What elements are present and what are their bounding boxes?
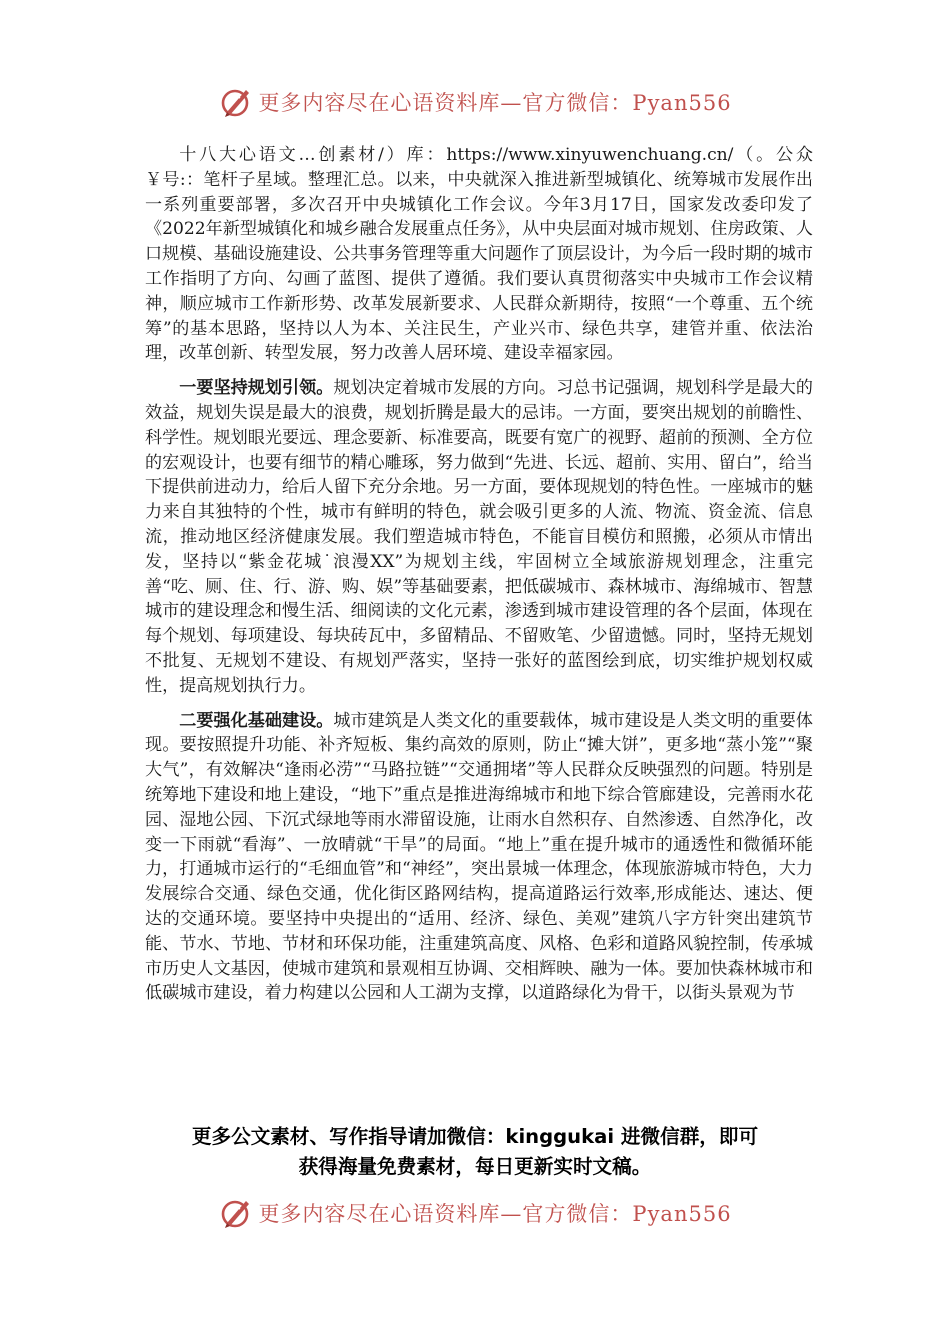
footer-banner [0, 1193, 950, 1233]
wechat-notice-line-2: 获得海量免费素材，每日更新实时文稿。 [298, 1155, 652, 1178]
paragraph-infrastructure [145, 709, 813, 1007]
paragraph-infrastructure-text: 城市建筑是人类文化的重要载体，城市建设是人类文明的重要体现。要按照提升功能、补齐短板、集约高效的原则，防止“摊大饼”，更多地“蒸小笼”“聚大气”，有效解决“逢雨必涝”“马路拉链”“交通拥堵”等人民群众反映强烈的问题。特别是统筹地下建设和地上建设，“地下”重点是推进海绵城市和地下综合管廊建设，完善雨水花园、湿地公园、下沉式绿地等雨水滞留设施，让雨水自然积存、自然渗透、自然净化，改变一下雨就“看海”、一放晴就“干旱”的局面。“地上”重在提升城市的通透性和微循环能力，打通城市运行的“毛细血管”和“神经”，突出景城一体理念，体现旅游城市特色，大力发展综合交通、绿色交通，优化街区路网结构，提高道路运行效率,形成能达、速达、便达的交通环境。要坚持中央提出的“适用、经济、绿色、美观”建筑八字方针突出建筑节能、节水、节地、节材和环保功能，注重建筑高度、风格、色彩和道路风貌控制，传承城市历史人文基因，使城市建筑和景观相互协调、交相辉映、融为一体。要加快森林城市和低碳城市建设，着力构建以公园和人工湖为支撑，以道路绿化为骨干，以街头景观为节 [145, 710, 814, 1004]
pen-logo-icon [218, 84, 254, 120]
paragraph-intro [145, 143, 813, 366]
footer-banner-text: 更多内容尽在心语资料库—官方微信：Pyan556 [258, 1202, 732, 1226]
paragraph-planning-heading: 一要坚持规划引领。 [179, 378, 334, 399]
pen-logo-icon [218, 1195, 254, 1231]
paragraph-planning [145, 376, 813, 698]
wechat-notice [120, 1122, 830, 1182]
paragraph-intro-text: 十八大心语文…创素材/）库：https://www.xinyuwenchuang.cn/（。公众￥号:：笔杆子星域。整理汇总。以来，中央就深入推进新型城镇化、统筹城市发展作出一系列重要部署，多次召开中央城镇化工作会议。今年3月17日，国家发改委印发了《2022年新型城镇化和城乡融合发展重点任务》，从中央层面对城市规划、住房政策、人口规模、基础设施建设、公共事务管理等重大问题作了顶层设计，为今后一段时期的城市工作指明了方向、勾画了蓝图、提供了遵循。我们要认真贯彻落实中央城市工作会议精神，顺应城市工作新形势、改革发展新要求、人民群众新期待，按照“一个尊重、五个统筹”的基本思路，坚持以人为本、关注民生，产业兴市、绿色共享，建管并重、依法治理，改革创新、转型发展，努力改善人居环境、建设幸福家园。 [145, 145, 813, 364]
header-banner-text: 更多内容尽在心语资料库—官方微信：Pyan556 [258, 91, 732, 115]
header-banner [0, 82, 950, 122]
wechat-notice-line-1: 更多公文素材、写作指导请加微信：kinggukai 进微信群，即可 [191, 1125, 759, 1148]
paragraph-infrastructure-heading: 二要强化基础建设。 [179, 710, 334, 731]
paragraph-planning-text: 规划决定着城市发展的方向。习总书记强调，规划科学是最大的效益，规划失误是最大的浪费，规划折腾是最大的忌讳。一方面，要突出规划的前瞻性、科学性。规划眼光要远、理念要新、标准要高，既要有宽广的视野、超前的预测、全方位的宏观设计，也要有细节的精心雕琢，努力做到“先进、长远、超前、实用、留白”，给当下提供前进动力，给后人留下充分余地。另一方面，要体现规划的特色性。一座城市的魅力来自其独特的个性，城市有鲜明的特色，就会吸引更多的人流、物流、资金流、信息流，推动地区经济健康发展。我们塑造城市特色，不能盲目模仿和照搬，必须从市情出发，坚持以“紫金花城˙浪漫XX”为规划主线，牢固树立全域旅游规划理念，注重完善“吃、厕、住、行、游、购、娱”等基础要素，把低碳城市、森林城市、海绵城市、智慧城市的建设理念和慢生活、细阅读的文化元素，渗透到城市建设管理的各个层面，体现在每个规划、每项建设、每块砖瓦中，多留精品、不留败笔、少留遗憾。同时，坚持无规划不批复、无规划不建设、有规划严落实，坚持一张好的蓝图绘到底，切实维护规划权威性，提高规划执行力。 [145, 378, 814, 696]
document-body-clip [0, 143, 950, 1118]
document-body [145, 143, 813, 1006]
